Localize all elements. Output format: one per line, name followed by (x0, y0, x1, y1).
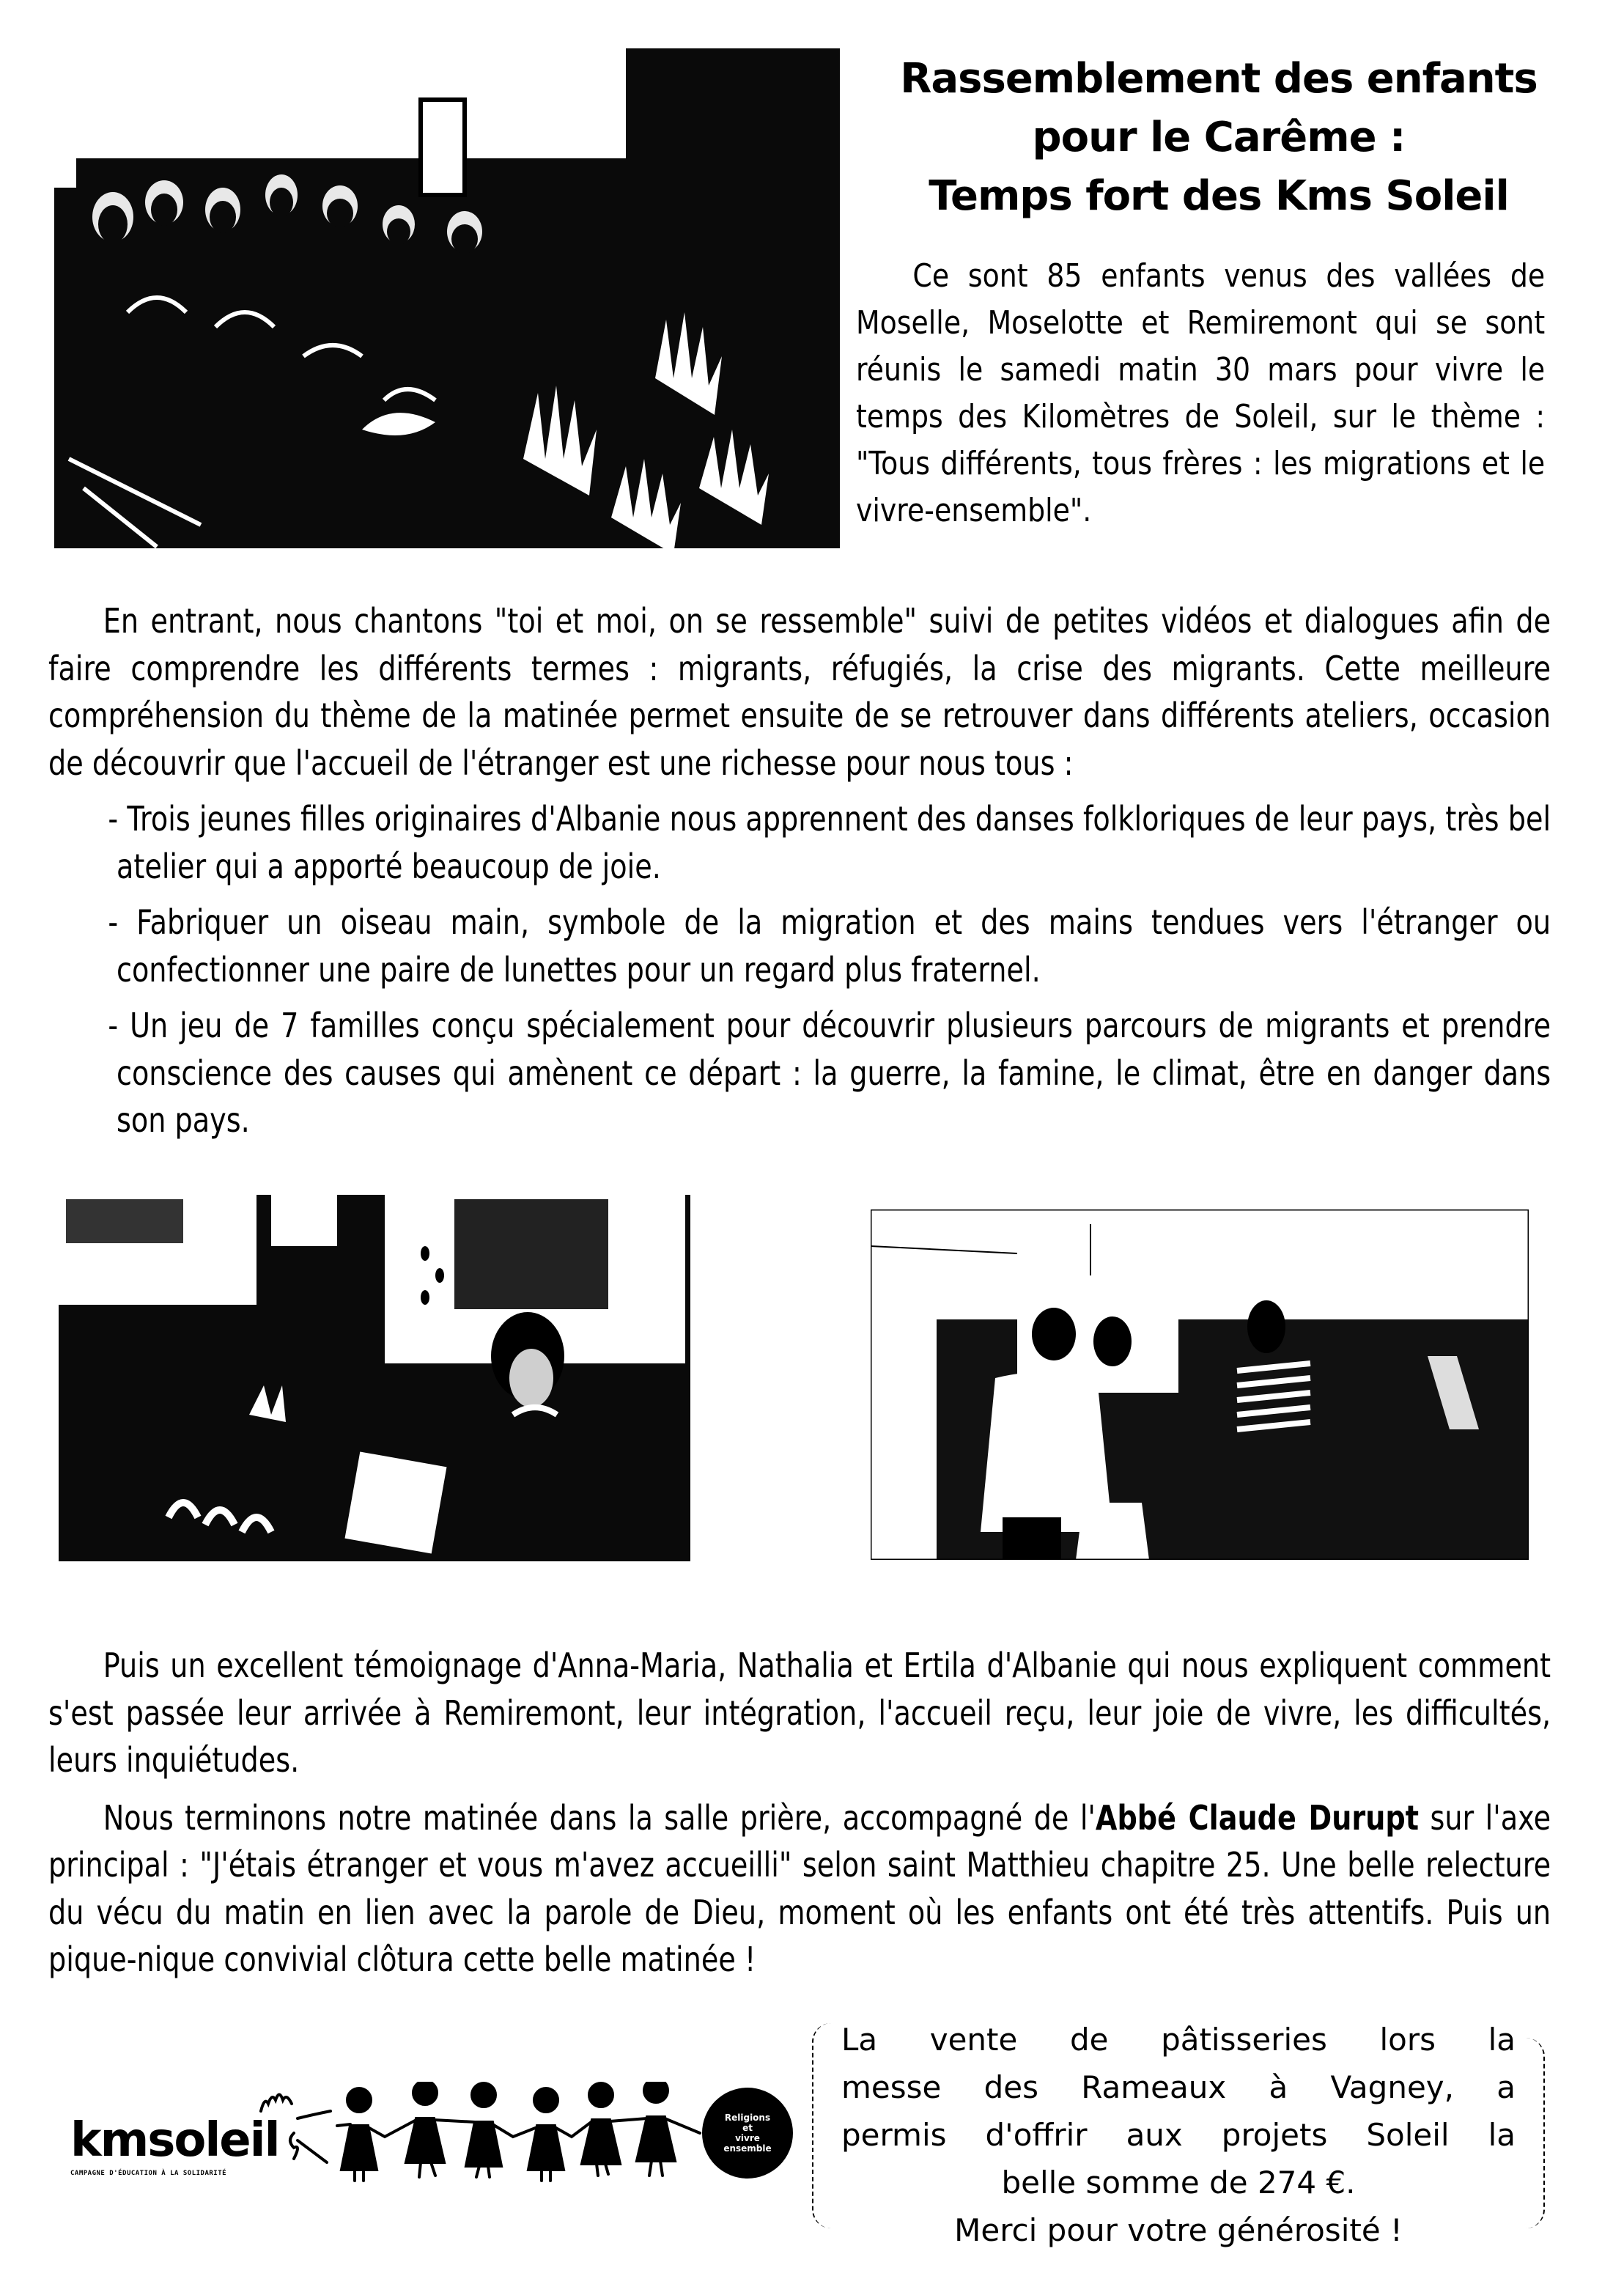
photo-graphic (871, 1209, 1529, 1560)
badge-line-1: Religions (724, 2113, 771, 2123)
logo-subtitle: CAMPAGNE D'ÉDUCATION À LA SOLIDARITÉ (70, 2170, 227, 2177)
bracket-left-decoration (812, 2023, 831, 2228)
paragraph-testimony: Puis un excellent témoignage d'Anna-Maria, Nathalia et Ertila d'Albanie qui nous expliquent comment s'est passée leur arrivée à Remiremont, leur intégration, l'accueil reçu, leur joie de vivre, les difficultés, leurs inquiétudes. (48, 1646, 1551, 1780)
title-line-3: Temps fort des Kms Soleil (929, 172, 1509, 220)
donation-line-2: messe des Rameaux à Vagney, a (841, 2069, 1516, 2105)
bracket-right-decoration (1526, 2038, 1545, 2228)
body-section-2 (48, 1642, 1551, 1984)
article-title (856, 50, 1581, 226)
child-figure-4 (528, 2088, 564, 2181)
photo-graphic (54, 48, 840, 548)
intro-text: Ce sont 85 enfants venus des vallées de Moselle, Moselotte et Remiremont qui se sont réunis le samedi matin 30 mars pour vivre le temps des Kilomètres de Soleil, sur le thème : "Tous différents, tous frères : les migrations et le vivre-ensemble". (856, 257, 1546, 529)
photo-children-crafting-at-table (59, 1195, 690, 1561)
kmsoleil-logo (70, 2111, 320, 2184)
paragraph-closing (48, 1794, 1551, 1984)
donation-notice (812, 2016, 1545, 2258)
donation-line-5: Merci pour votre générosité ! (954, 2212, 1403, 2248)
photo-children-dancing-in-hall (871, 1209, 1529, 1560)
workshop-item-bird-hand: - Fabriquer un oiseau main, symbole de la migration et des mains tendues vers l'étranger ou confectionner une paire de lunettes pour un regard plus fraternel. (108, 902, 1551, 990)
donation-text (841, 2016, 1516, 2254)
child-figure-3 (466, 2083, 501, 2177)
donation-line-4: belle somme de 274 €. (1001, 2165, 1356, 2201)
badge-line-3: vivre (735, 2133, 760, 2143)
closing-text-before: Nous terminons notre matinée dans la salle prière, accompagné de l' (103, 1797, 1096, 1838)
religions-vivre-ensemble-badge (702, 2088, 793, 2179)
donation-line-1: La vente de pâtisseries lors la (841, 2022, 1516, 2058)
child-figure-5 (582, 2083, 620, 2176)
donation-line-3: permis d'offrir aux projets Soleil la (841, 2117, 1516, 2153)
child-figure-6 (637, 2082, 675, 2176)
intro-paragraph (856, 253, 1545, 534)
children-holding-hands-icon (330, 2082, 726, 2184)
title-line-2: pour le Carême : (1032, 114, 1406, 161)
body-section-1 (48, 597, 1551, 1144)
photo-graphic (59, 1195, 690, 1561)
title-line-1: Rassemblement des enfants (900, 55, 1538, 103)
closing-text-after: sur l'axe principal : "J'étais étranger et vous m'avez accueilli" selon saint Matthieu chapitre 25. Une belle relecture du vécu du matin en lien avec la parole de Dieu, moment où les enfants ont été très attentifs. Puis un pique-nique convivial clôtura cette belle matinée ! (48, 1797, 1551, 1979)
paragraph-intro-activities: En entrant, nous chantons "toi et moi, on se ressemble" suivi de petites vidéos et dialogues afin de faire comprendre les différents termes : migrants, réfugiés, la crise des migrants. Cette meilleure compréhension du thème de la matinée permet ensuite de se retrouver dans différents ateliers, occasion de découvrir que l'accueil de l'étranger est une richesse pour nous tous : (48, 601, 1551, 783)
badge-line-2: et (742, 2123, 753, 2133)
priest-name: Abbé Claude Durupt (1095, 1797, 1419, 1838)
logo-wordmark: kmsoleil (70, 2113, 279, 2168)
badge-line-4: ensemble (723, 2143, 772, 2154)
workshop-item-family-game: - Un jeu de 7 familles conçu spécialement pour découvrir plusieurs parcours de migrants et prendre conscience des causes qui amènent ce départ : la guerre, la famine, le climat, être en danger dans son pays. (108, 1006, 1551, 1140)
photo-children-raising-paper-hands (54, 48, 840, 548)
workshop-item-dances: - Trois jeunes filles originaires d'Albanie nous apprennent des danses folkloriques de leur pays, très bel atelier qui a apporté beaucoup de joie. (108, 799, 1551, 886)
child-figure-1 (342, 2088, 377, 2181)
child-figure-2 (406, 2082, 444, 2177)
